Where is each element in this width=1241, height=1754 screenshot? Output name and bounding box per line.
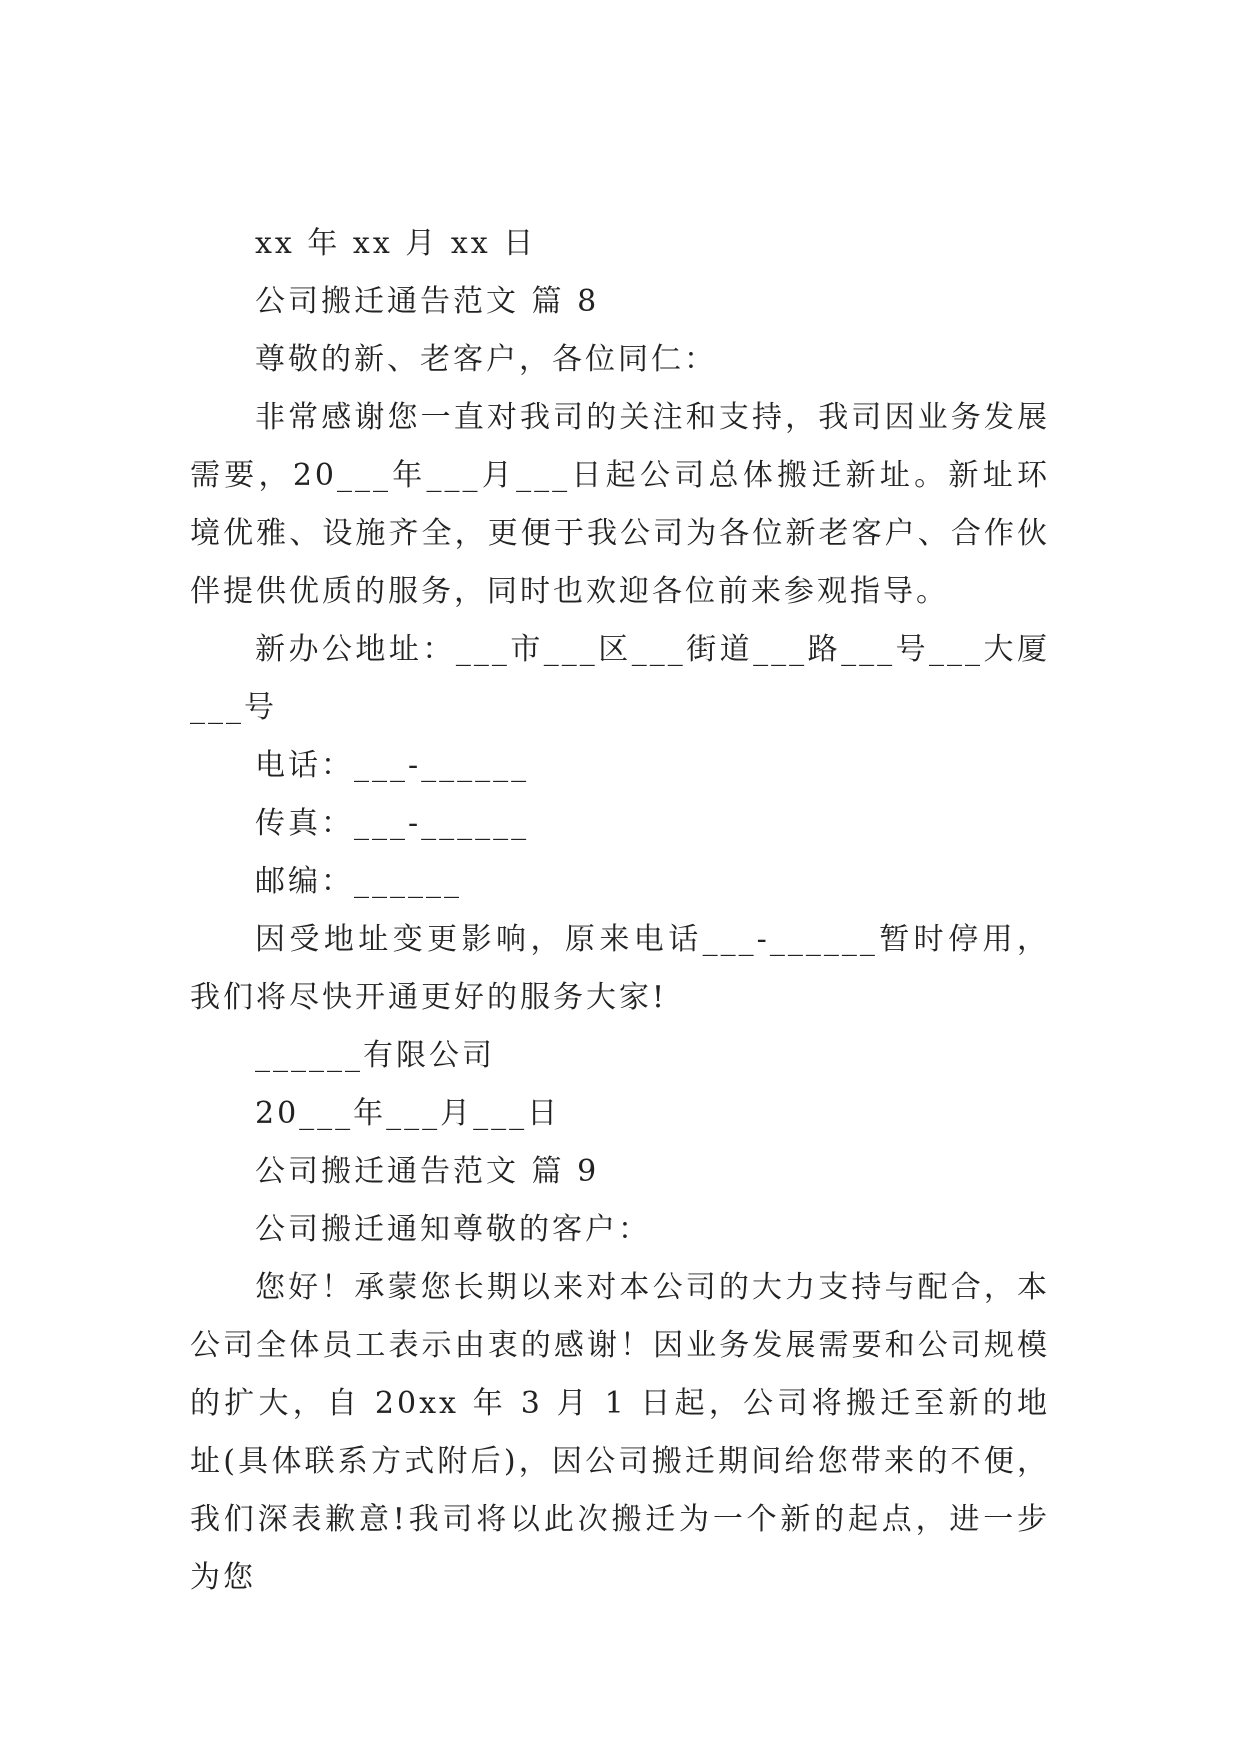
signature-date: 20___年___月___日 xyxy=(255,1096,561,1131)
fax-line: 传真：___-______ xyxy=(255,806,530,841)
section-heading-9: 公司搬迁通告范文 篇 9 xyxy=(255,1154,600,1189)
body-paragraph: 因受地址变更影响，原来电话___-______暂时停用，我们将尽快开通更好的服务大家! xyxy=(190,922,1050,1015)
body-paragraph: 非常感谢您一直对我司的关注和支持，我司因业务发展需要，20___年___月___日起公司总体搬迁新址。新址环境优雅、设施齐全，更便于我公司为各位新老客户、合作伙伴提供优质的服务，同时也欢迎各位前来参观指导。 xyxy=(190,400,1050,609)
new-address-line: 新办公地址：___市___区___街道___路___号___大厦___号 xyxy=(190,632,1050,725)
body-paragraph: 您好！承蒙您长期以来对本公司的大力支持与配合，本公司全体员工表示由衷的感谢！因业务发展需要和公司规模的扩大，自 20xx 年 3 月 1 日起，公司将搬迁至新的地址(具体联系方式附后)，因公司搬迁期间给您带来的不便，我们深表歉意!我司将以此次搬迁为一个新的起点，进一步为您 xyxy=(190,1270,1050,1595)
document-body xyxy=(190,215,1050,1607)
section-heading-8: 公司搬迁通告范文 篇 8 xyxy=(255,284,600,319)
phone-line: 电话：___-______ xyxy=(255,748,530,783)
postcode-line: 邮编：______ xyxy=(255,864,462,899)
company-signature: ______有限公司 xyxy=(255,1038,495,1073)
date-line: xx 年 xx 月 xx 日 xyxy=(255,226,537,261)
salutation: 公司搬迁通知尊敬的客户： xyxy=(255,1212,651,1247)
salutation: 尊敬的新、老客户，各位同仁： xyxy=(255,342,717,377)
